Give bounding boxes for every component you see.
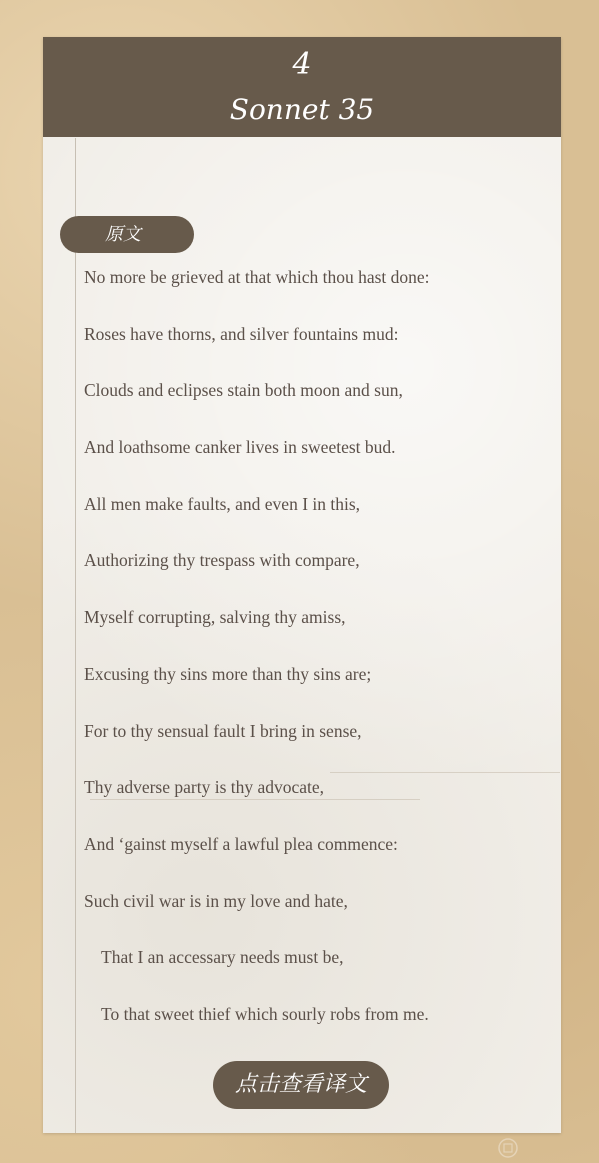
poem-line: Thy adverse party is thy advocate, — [84, 777, 325, 798]
poem-line: And loathsome canker lives in sweetest bud. — [84, 437, 396, 458]
title-banner — [43, 37, 561, 137]
sonnet-number: 4 — [292, 47, 312, 82]
poem-line: No more be grieved at that which thou hast done: — [84, 267, 430, 287]
poem-line: All men make faults, and even I in this, — [84, 493, 361, 514]
sonnet-title: Sonnet 35 — [229, 93, 375, 126]
seal-icon — [497, 1137, 519, 1159]
original-text-label: 原文 — [60, 216, 194, 253]
poem-line: Excusing thy sins more than thy sins are; — [84, 663, 372, 684]
view-translation-button[interactable]: 点击查看译文 — [213, 1061, 389, 1109]
poem-line: Myself corrupting, salving thy amiss, — [84, 607, 346, 628]
poem-line: That I an accessary needs must be, — [101, 947, 344, 968]
poem-line: Authorizing thy trespass with compare, — [84, 550, 360, 571]
poem-line: For to thy sensual fault I bring in sense, — [84, 720, 362, 741]
poem-line: Such civil war is in my love and hate, — [84, 890, 348, 911]
margin-rule — [75, 138, 76, 1133]
poem-line: And ‘gainst myself a lawful plea commence: — [84, 833, 398, 854]
poem-text — [84, 263, 544, 1057]
poem-line: Clouds and eclipses stain both moon and sun, — [84, 380, 403, 401]
poem-line: To that sweet thief which sourly robs from me. — [101, 1003, 429, 1024]
poem-line: Roses have thorns, and silver fountains mud: — [84, 323, 399, 344]
watermark-logo — [497, 1134, 597, 1160]
